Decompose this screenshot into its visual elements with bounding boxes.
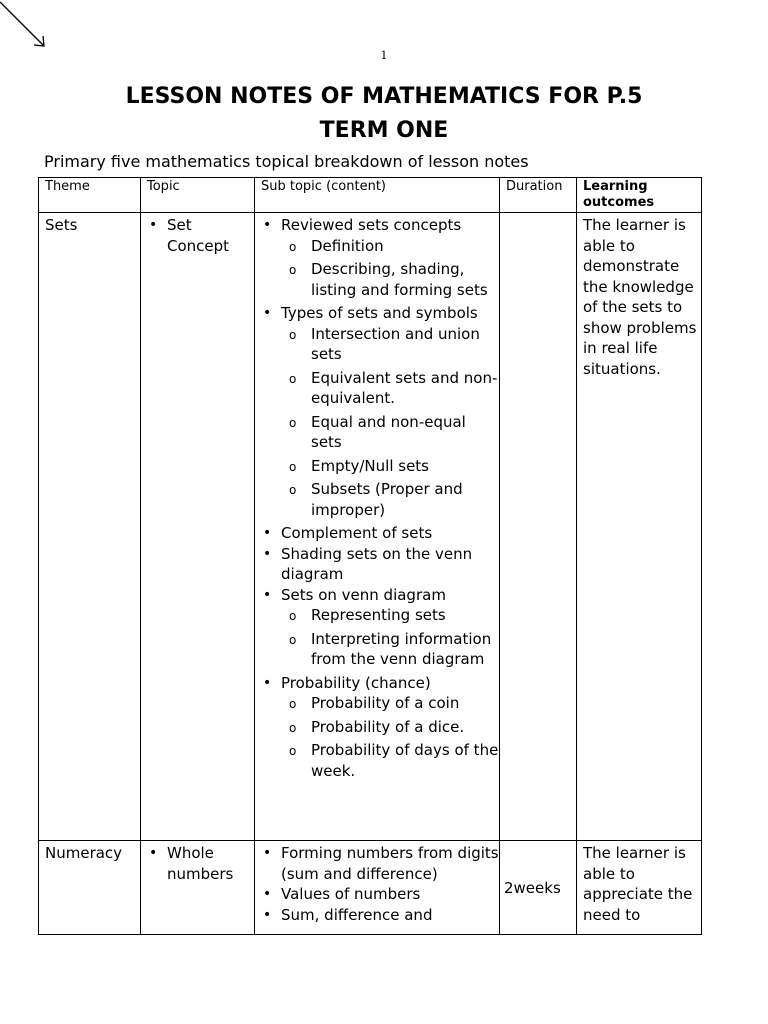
cell-topic bbox=[141, 841, 255, 935]
outcome-text: The learner is able to appreciate the need to bbox=[583, 844, 693, 924]
subtopic-child-item: o Representing sets bbox=[281, 605, 499, 626]
subtopic-item bbox=[255, 215, 499, 236]
subtopic-child-item: o Intersection and union sets bbox=[281, 324, 499, 365]
subtopic-child-item: o Probability of days of the week. bbox=[281, 740, 499, 781]
subtopic-children bbox=[255, 324, 499, 521]
subtopic-text: Reviewed sets concepts bbox=[281, 216, 462, 234]
subtopic-item bbox=[255, 523, 499, 544]
duration-text bbox=[500, 526, 576, 528]
subtopic-text: Sets on venn diagram bbox=[281, 585, 446, 604]
header-subtopic: Sub topic (content) bbox=[255, 178, 500, 213]
cell-topic bbox=[141, 213, 255, 841]
subtopic-child-item: o Interpreting information from the venn diagram bbox=[281, 629, 499, 670]
page-number: 1 bbox=[380, 49, 388, 62]
outcome-text: The learner is able to demonstrate the knowledge of the sets to show problems in real life situations. bbox=[583, 216, 697, 378]
cell-theme bbox=[39, 213, 141, 841]
subtopic-text: Probability (chance) bbox=[281, 673, 431, 692]
subtopic-text: Sum, difference and bbox=[281, 905, 433, 924]
header-duration: Duration bbox=[500, 178, 577, 213]
cell-subtopic bbox=[255, 213, 500, 841]
subtopic-item bbox=[255, 673, 499, 694]
subtopic-item bbox=[255, 544, 499, 585]
cell-duration bbox=[500, 841, 577, 935]
subtopic-children bbox=[255, 605, 499, 670]
cell-subtopic bbox=[255, 841, 500, 935]
header-topic: Topic bbox=[141, 178, 255, 213]
topic-item: • Whole numbers bbox=[141, 843, 254, 884]
subtopic-item bbox=[255, 303, 499, 324]
subtopic-item bbox=[255, 884, 499, 905]
topic-item: • Set Concept bbox=[141, 215, 254, 256]
cell-theme bbox=[39, 841, 141, 935]
subtopic-text: Values of numbers bbox=[281, 885, 421, 903]
subtopic-child-item: o Subsets (Proper and improper) bbox=[281, 479, 499, 520]
header-outcomes: Learning outcomes bbox=[577, 178, 702, 213]
theme-text: Sets bbox=[45, 216, 78, 234]
cell-outcome bbox=[577, 213, 702, 841]
subtopic-text: Types of sets and symbols bbox=[281, 304, 478, 322]
subtopic-text: Forming numbers from digits (sum and difference) bbox=[281, 844, 499, 883]
theme-text: Numeracy bbox=[45, 844, 123, 862]
subtopic-text: Shading sets on the venn diagram bbox=[281, 544, 473, 583]
subtopic-item bbox=[255, 585, 499, 606]
subtopic-child-item: o Equal and non-equal sets bbox=[281, 412, 499, 453]
subtopic-item bbox=[255, 843, 499, 884]
breakdown-table bbox=[38, 177, 702, 935]
table-row bbox=[39, 841, 702, 935]
subtopic-child-item: o Equivalent sets and non-equivalent. bbox=[281, 368, 499, 409]
subtopic-child-item: o Definition bbox=[281, 236, 499, 257]
subtopic-child-item: o Probability of a coin bbox=[281, 693, 499, 714]
subtopic-child-item: o Probability of a dice. bbox=[281, 717, 499, 738]
duration-text: 2weeks bbox=[504, 879, 561, 898]
header-theme: Theme bbox=[39, 178, 141, 213]
table-body bbox=[39, 213, 702, 935]
page-title: LESSON NOTES OF MATHEMATICS FOR P.5 bbox=[125, 84, 643, 109]
table-row bbox=[39, 213, 702, 841]
table-header-row bbox=[39, 178, 702, 213]
subtopic-child-item: o Empty/Null sets bbox=[281, 456, 499, 477]
cell-outcome bbox=[577, 841, 702, 935]
subtopic-children bbox=[255, 236, 499, 301]
subtopic-children bbox=[255, 693, 499, 781]
cell-duration bbox=[500, 213, 577, 841]
subtopic-text: Complement of sets bbox=[281, 524, 433, 542]
page-title-term: TERM ONE bbox=[319, 118, 449, 143]
section-subtitle: Primary five mathematics topical breakdown of lesson notes bbox=[44, 152, 529, 171]
subtopic-item bbox=[255, 905, 499, 926]
subtopic-child-item: o Describing, shading, listing and forming sets bbox=[281, 259, 499, 300]
